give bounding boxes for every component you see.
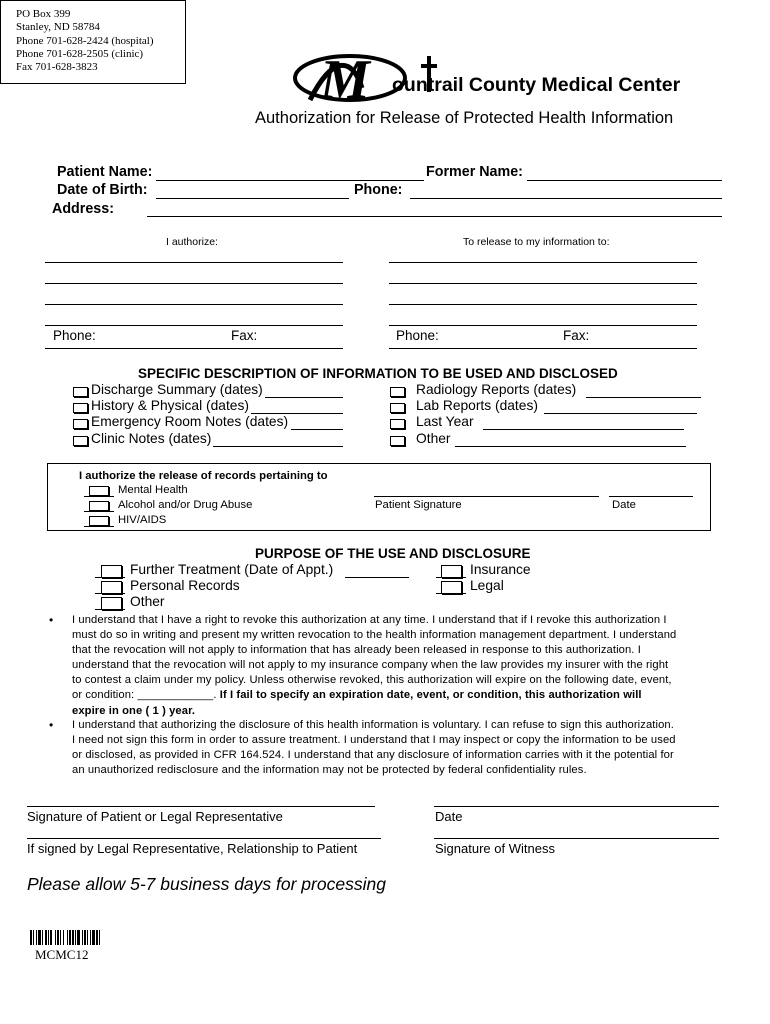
release-line[interactable] — [389, 304, 697, 305]
authorize-phone-label: Phone: — [53, 328, 96, 343]
records-date-label: Date — [612, 499, 636, 511]
dob-label: Date of Birth: — [57, 182, 148, 198]
barcode-bar — [77, 930, 80, 945]
form-title: Authorization for Release of Protected Health Information — [255, 109, 674, 127]
barcode-bar — [55, 930, 56, 945]
barcode-bar — [92, 930, 95, 945]
para-line: to contest a claim under my policy. Unless otherwise revoked, this authorization will expire on the following date, event, — [72, 674, 672, 687]
checkbox[interactable] — [441, 581, 462, 594]
records-check-line — [84, 526, 114, 527]
former-name-line[interactable] — [527, 180, 722, 181]
barcode-bar — [50, 930, 52, 945]
records-check-line — [84, 511, 114, 512]
address-line: Phone 701-628-2424 (hospital) — [16, 34, 154, 47]
dates-line[interactable] — [544, 413, 697, 414]
para-line: I understand that authorizing the disclosure of this health information is voluntary. I can refuse to sign this authorization. — [72, 719, 674, 731]
barcode-bar — [75, 930, 76, 945]
checkbox[interactable] — [101, 565, 122, 578]
witness-label: Signature of Witness — [435, 841, 555, 856]
checkbox[interactable] — [101, 597, 122, 610]
expiration-blank[interactable]: ____________. — [137, 689, 217, 702]
para-line: I need not sign this form in order to assure treatment. I understand that I may inspect or copy the information to be used — [72, 734, 676, 747]
barcode-bar — [87, 930, 88, 945]
form-code: MCMC12 — [35, 947, 89, 962]
last-year-line[interactable] — [483, 429, 684, 430]
purpose-section-title: PURPOSE OF THE USE AND DISCLOSURE — [255, 546, 531, 561]
para-line: I understand that I have a right to revoke this authorization at any time. I understand that if I revoke this authorization I — [72, 614, 667, 626]
checkbox[interactable] — [390, 419, 405, 429]
patient-signature-line[interactable] — [374, 496, 599, 497]
checkbox[interactable] — [89, 486, 109, 496]
address-line-field[interactable] — [147, 216, 722, 217]
barcode-bar — [90, 930, 91, 945]
checkbox-label: Emergency Room Notes (dates) — [91, 414, 289, 429]
bullet-icon: • — [49, 613, 54, 627]
checkbox-label: Clinic Notes (dates) — [91, 431, 212, 446]
para-line: an unauthorized redisclosure and the information may not be protected by federal confidentiality rules. — [72, 764, 587, 777]
para-line: or disclosed, as provided in CFR 164.524. I understand that any disclosure of information carries with it the potential for — [72, 749, 674, 762]
patient-name-label: Patient Name: — [57, 164, 153, 180]
checkbox-label: Other — [416, 431, 451, 446]
appt-date-line[interactable] — [345, 577, 409, 578]
authorize-line[interactable] — [45, 262, 343, 263]
authorize-label: I authorize: — [166, 236, 218, 248]
checkbox-label: Mental Health — [118, 484, 188, 496]
barcode-bar — [36, 930, 37, 945]
checkbox[interactable] — [390, 403, 405, 413]
address-label: Address: — [52, 201, 114, 217]
checkbox[interactable] — [73, 436, 88, 446]
checkbox-label: Legal — [470, 578, 504, 593]
logo-letter: M — [320, 49, 370, 111]
records-heading: I authorize the release of records pertaining to — [79, 470, 328, 482]
relationship-line[interactable] — [27, 838, 381, 839]
voluntary-paragraph — [72, 718, 752, 778]
release-phone-fax-line[interactable] — [389, 348, 697, 349]
para-line — [72, 688, 752, 703]
release-line[interactable] — [389, 262, 697, 263]
checkbox-label: HIV/AIDS — [118, 514, 167, 526]
checkbox[interactable] — [73, 419, 88, 429]
phone-label: Phone: — [354, 182, 403, 198]
address-line: Stanley, ND 58784 — [16, 21, 100, 34]
revocation-paragraph — [72, 613, 752, 719]
para-line: that the revocation will not apply to information that has already been released in response to this authorization. I — [72, 644, 641, 657]
barcode-bar — [99, 930, 100, 945]
release-line[interactable] — [389, 325, 697, 326]
checkbox-label: Further Treatment (Date of Appt.) — [130, 562, 334, 577]
checkbox-label: Radiology Reports (dates) — [416, 382, 577, 397]
address-box — [0, 0, 186, 84]
date-signature-line[interactable] — [434, 806, 719, 807]
checkbox-label: Other — [130, 594, 165, 609]
checkbox[interactable] — [101, 581, 122, 594]
address-line: PO Box 399 — [16, 8, 71, 20]
authorize-phone-fax-line[interactable] — [45, 348, 343, 349]
patient-signature-label: Signature of Patient or Legal Representative — [27, 809, 283, 824]
logo-text: ountrail County Medical Center — [392, 74, 681, 96]
address-line: Phone 701-628-2505 (clinic) — [16, 47, 144, 60]
barcode-bar — [57, 930, 59, 945]
checkbox[interactable] — [390, 387, 405, 397]
checkbox[interactable] — [73, 403, 88, 413]
logo — [292, 48, 712, 110]
patient-signature-label: Patient Signature — [375, 499, 462, 511]
para-line: understand that the revocation will not apply to my insurance company when the law provides my insurer with the right — [72, 659, 669, 672]
barcode-bar — [30, 930, 32, 945]
barcode-bar — [96, 930, 98, 945]
barcode-bar — [60, 930, 61, 945]
checkbox-label: Insurance — [470, 562, 531, 577]
checkbox[interactable] — [89, 516, 109, 526]
dates-line[interactable] — [586, 397, 701, 398]
authorize-line[interactable] — [45, 325, 343, 326]
dates-line[interactable] — [291, 429, 343, 430]
checkbox-label: Lab Reports (dates) — [416, 398, 538, 413]
checkbox[interactable] — [441, 565, 462, 578]
dates-line[interactable] — [213, 446, 343, 447]
checkbox-label: History & Physical (dates) — [91, 398, 249, 413]
barcode-bar — [48, 930, 49, 945]
barcode-bar — [69, 930, 71, 945]
dob-line[interactable] — [156, 198, 349, 199]
address-line: Fax 701-628-3823 — [16, 61, 98, 74]
checkbox[interactable] — [73, 387, 88, 397]
former-name-label: Former Name: — [426, 164, 523, 180]
para-text: or condition: — [72, 689, 138, 702]
release-fax-label: Fax: — [563, 328, 590, 343]
barcode-bar — [67, 930, 68, 945]
para-line: must do so in writing and present my written revocation to the health information management department. I understand — [72, 629, 677, 642]
barcode-bar — [38, 930, 41, 945]
dates-line[interactable] — [265, 397, 343, 398]
date-signature-label: Date — [435, 809, 463, 824]
checkbox-label: Personal Records — [130, 578, 240, 593]
release-line[interactable] — [389, 283, 697, 284]
para-bold: If I fail to specify an expiration date, event, or condition, this authorization will — [216, 689, 642, 702]
other-line[interactable] — [455, 446, 686, 447]
checkbox[interactable] — [390, 436, 405, 446]
release-label: To release to my information to: — [463, 236, 610, 248]
records-date-line[interactable] — [609, 496, 693, 497]
relationship-label: If signed by Legal Representative, Relationship to Patient — [27, 841, 358, 856]
barcode-bar — [84, 930, 86, 945]
para-line: expire in one ( 1 ) year. — [72, 704, 196, 717]
barcode-bar — [63, 930, 64, 945]
barcode-bar — [45, 930, 47, 945]
checkbox-label: Discharge Summary (dates) — [91, 382, 263, 397]
authorize-fax-label: Fax: — [231, 328, 258, 343]
patient-name-line[interactable] — [156, 180, 424, 181]
authorize-line[interactable] — [45, 304, 343, 305]
checkbox[interactable] — [89, 501, 109, 511]
patient-signature-line[interactable] — [27, 806, 375, 807]
records-check-line — [84, 496, 114, 497]
bullet-icon: • — [49, 718, 54, 732]
authorize-line[interactable] — [45, 283, 343, 284]
barcode-bar — [72, 930, 74, 945]
specific-section-title: SPECIFIC DESCRIPTION OF INFORMATION TO BE USED AND DISCLOSED — [138, 366, 618, 381]
checkbox-label: Alcohol and/or Drug Abuse — [118, 499, 253, 511]
witness-line[interactable] — [434, 838, 719, 839]
barcode-bar — [42, 930, 43, 945]
barcode-bar — [82, 930, 83, 945]
phone-line[interactable] — [410, 198, 722, 199]
release-phone-label: Phone: — [396, 328, 439, 343]
barcode-icon — [30, 930, 160, 945]
processing-note: Please allow 5-7 business days for processing — [27, 874, 386, 894]
barcode-bar — [33, 930, 34, 945]
checkbox-label: Last Year — [416, 414, 474, 429]
